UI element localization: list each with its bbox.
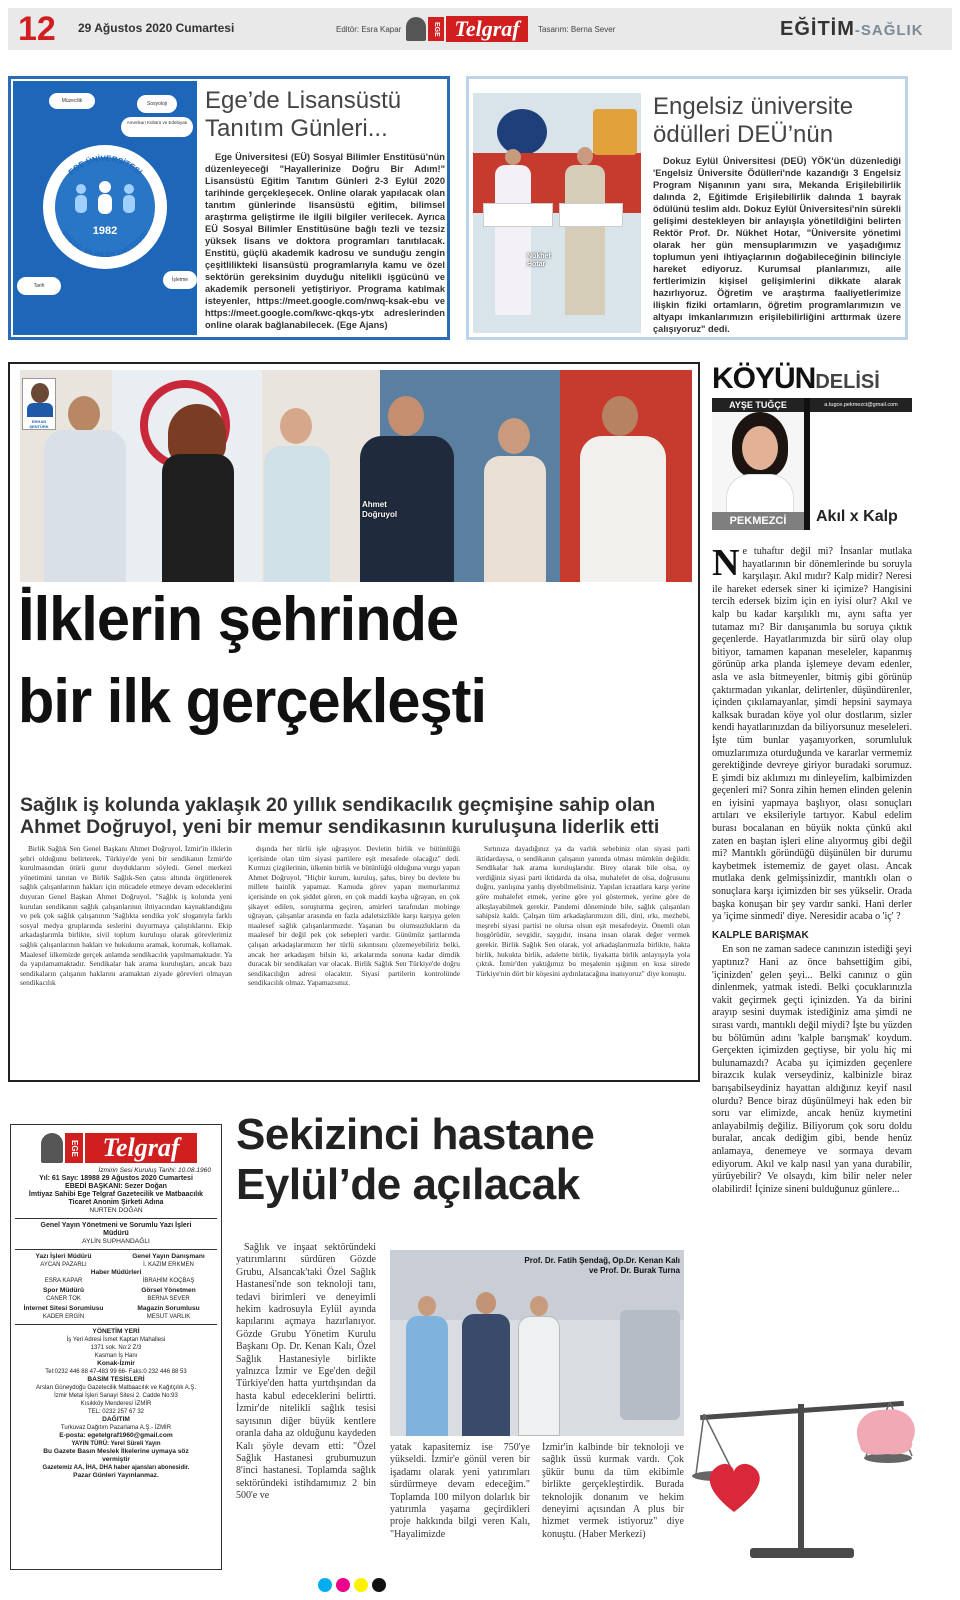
article-title [205, 87, 401, 143]
founder-portrait-icon [406, 17, 426, 41]
magenta-dot [336, 1578, 350, 1592]
author-face [742, 426, 778, 470]
main-column-2: dışında her türlü işle uğraşıyor. Devletin birlik ve bütünlüğü içerisinde olan tüm siyasi partilere eşit mesafede olacağız" dedi. Kırmızı çizgilerinin, ülkenin birlik ve bütünlüğü olduğuna vurgu yapan Ahmet Doğruyol, "Hiçbir kurum, kuruluş, şahıs, birey bu devlete bu millete hainlik yapamaz. Kamuda görev yapan memurlarımız içerisinde en çok şiddet gören, en çok maddi kayba uğrayan, en çok şikayet edilen, soruşturma geçiren, amirleri tarafından mobinge uğrayan, çalışanlar arasında en fazla adaletsizlikle karşı karşıya gelen maalesef sağlık çalışanlarımızdır. Yaşanan bu olumsuzlukların da maalesef bir değil pek çok sebepleri vardır. Günümüz şartlarında çalışan arkadaşlarımızın her türlü sıkıntısını çözemeyebiliriz belki, ancak her arkadaşım bilsin ki, arkalarında sonuna kadar dimdik duracak bir sendikaları var olacak. Birlik Sağlık Sen Türkiye'de doğru sendikacılığın adresi olacaktır. Siyasi partilerin kontrolünde sendikacılık olmaz. Yapamazsınız. [248, 844, 460, 988]
staff-name: AYCAN PAZARLI [40, 1262, 87, 1268]
person-body [162, 454, 234, 582]
person-body [44, 430, 126, 582]
print-line: Kısıkköy Menderes/ İZMİR [80, 1401, 152, 1407]
subhead-line-2: Ahmet Doğruyol, yeni bir memur sendikasının kuruluşuna liderlik etti [20, 816, 660, 838]
brain-icon [857, 1409, 915, 1454]
column-subtitle: KALPLE BARIŞMAK [712, 929, 809, 941]
person-body [565, 165, 605, 315]
section-sub: -SAĞLIK [854, 22, 924, 39]
article-lisansustu [8, 76, 450, 340]
subhead-line-1: Sağlık iş kolunda yaklaşık 20 yıllık sendikacılık geçmişine sahip olan [20, 794, 656, 816]
award-plaque [483, 203, 553, 227]
staff-title: İnternet Sitesi Sorumlusu [23, 1305, 104, 1312]
cloud-label: Müzecilik [49, 93, 95, 109]
sunday-note: Pazar Günleri Yayınlanmaz. [73, 1472, 159, 1479]
office-line: Kasman İş Hanı [94, 1353, 138, 1359]
office-line: 1371 sok. No:2 Z/3 [90, 1345, 142, 1351]
main-column-1: Birlik Sağlık Sen Genel Başkanı Ahmet Doğruyol, İzmir'in ilklerin şehri olduğunu belirterek, Türkiye'de yeni bir sendikanın İzmir'de kurulmasından ötürü gurur duyduklarını söyledi. Genel merkezi yönetimini tanıtan ve Birlik Sağlık-Sen çatısı altında örgütlenerek sağlık çalışanlarının hakları için mücadele etmeye devam edeceklerini duyuran Genel Başkan Ahmet Doğruyol, "Sağlık iş kolunda yeni kurulan sendikanın sağlık çalışanlarının ihtiyacından kaynaklandığını ve pek çok sağlık çalışanının 'Sağlıkta sendika yok' sloganıyla farklı sosyal medya gruplarında seslerini duyurmaya çalıştıklarını. Ekip arkadaşlarımla birlikte, sivil toplum kuruluşu olarak görevlerimiz sağlık çalışanlarının hakları ve hukukunu aramak, korumak, kollamak. Maalesef ülkemizde gerçek anlamda sendikacılık yapılmamaktadır. Ya da yapılamamaktadır. Sendikalar hak arama kuruluşları, ancak bazı sendikaların çalışanın haklarını aramaktan ziyade görevleri olmayan sendikacılık [20, 844, 232, 988]
owner-name: NURTEN DOĞAN [89, 1207, 143, 1214]
award-photo [473, 93, 641, 333]
owner-title: İmtiyaz Sahibi Ege Telgraf Gazetecilik ve Matbaacılık Ticaret Anonim Şirketi Adına [28, 1191, 204, 1206]
person-head [388, 396, 424, 436]
hospital-photo [390, 1250, 684, 1436]
cloud-label: İşletme [163, 271, 197, 289]
photo-caption [500, 1256, 680, 1276]
dropcap: N [712, 542, 740, 584]
staff-name: KADER ERGİN [42, 1314, 85, 1320]
column-divider [804, 398, 810, 530]
svg-text:EGE ÜNİVERSİTESİ [67, 154, 144, 177]
person-head [602, 396, 638, 436]
staff-row [11, 1277, 221, 1285]
column-masthead [712, 362, 912, 395]
agencies-note: Gazetemiz AA, İHA, DHA haber ajansları abonesidir. [42, 1465, 190, 1471]
staff-row [11, 1253, 221, 1269]
author-bar [712, 398, 912, 412]
main-column-3: Sırtınıza dayadığınız ya da varlık sebebiniz olan siyasi parti iktidardaysa, o sendikanın çalışanın yanında olması mümkün değildir. Sendikalar hak arama kuruluşlarıdır. Birey olarak bile olsa, oy verdiğiniz siyasi parti iktidarda da olsa, muhalefet de olsa, doğrusunu doğru, yanlışına yanlış diyebilmelisiniz. Yapılan icraatlara karşı yerine göre muhalefet etmek, yerine göre yol göstermek, yerine göre de alkışlayabilmek gerekir. Pandemi döneminde bile, sağlık çalışanları sahipsiz kaldı. Çalışan tüm arkadaşlarımızın dili, dini, ırkı, mezhebi, meşrebi siyasi partisi ne olursa olsun eşit mesafedeyiz. Önemli olan hoşgörüdür, sevgidir, saygıdır, insana insan olarak değer vermek gerekir. Birlik Sağlık Sen olarak, yol arkadaşlarımızla birlikte, hakta birlik, hukukta birlik, adalette birlik, liyakatta birlik anlayışıyla yola çıktık. İzmir'den yaktığımız bu meşalenin ışığının en kısa sürede Türkiye'nin dört bir köşesini aydınlatacağına inanıyoruz" diye konuştu. [476, 844, 690, 978]
hospital-column-3: İzmir'in kalbinde bir teknoloji ve sağlık üssü kurmak vardı. Çok şükür bunu da tüm ekibimle birlikte gerçekleştirdik. Burada teknolojik donanım ve hekim deneyimi açısından A plus bir hizmet vermek istiyoruz" diye konuştu. (Haber Merkezi) [542, 1442, 684, 1540]
cyan-dot [318, 1578, 332, 1592]
article-engelsiz [466, 76, 908, 340]
main-article [8, 362, 700, 1082]
print-line: İzmir Metal İşleri Sanayi Sitesi 2. Cadde No:93 [54, 1393, 178, 1399]
issue-info: Yıl: 61 Sayı: 18988 29 Ağustos 2020 Cumartesi [39, 1175, 193, 1182]
ege-telgraf-logo [406, 16, 528, 42]
column-title-a: KÖYÜN [712, 362, 816, 395]
logo-telgraf-text: Telgraf [85, 1133, 197, 1163]
person-body [580, 436, 666, 582]
author-photo [712, 398, 804, 530]
hospital-headline [236, 1110, 594, 1210]
office-line: İş Yeri Adresi İsmet Kaptan Mahallesi [66, 1337, 166, 1343]
photo-caption-line-2: ve Prof. Dr. Burak Turna [589, 1266, 680, 1275]
cloud-label: Tarih [17, 277, 61, 295]
founder-portrait-icon [41, 1133, 63, 1163]
person-head [498, 418, 530, 454]
reporter-thumbnail [22, 378, 56, 430]
staff-title: Yazı İşleri Müdürü [35, 1253, 92, 1260]
staff-title: Haber Müdürleri [90, 1269, 142, 1276]
page-date: 29 Ağustos 2020 Cumartesi [78, 21, 235, 35]
section-main: EĞİTİM [780, 18, 855, 40]
office-title: YÖNETİM YERİ [92, 1328, 140, 1335]
staff-name: ESRA KAPAR [44, 1278, 83, 1284]
title-line-2: Tanıtım Günleri... [205, 115, 388, 142]
publication-type: YAYIN TÜRÜ: Yerel Süreli Yayın [71, 1441, 161, 1447]
seal-bottom-text: SOSYAL BİLİMLER ENSTİTÜSÜ [59, 229, 151, 260]
staff-name: İ. KAZIM ERKMEN [143, 1262, 194, 1268]
black-dot [372, 1578, 386, 1592]
headline-line-2: bir ilk gerçekleşti [18, 667, 487, 736]
imprint-email[interactable]: E-posta: egetelgraf1960@gmail.com [59, 1432, 173, 1439]
person-head [280, 408, 312, 444]
hospital-column-1: Sağlık ve inşaat sektöründeki yatırımlarını sürdüren Gözde Grubu, Alsancak'taki Özel Sağlık Hastanesi'nde son teknoloji tanı, tedavi birimleri ve deneyimli hekim kadrosuyla Eylül ayında kapılarını açmaya hazırlanıyor. Gözde Grubu Yönetim Kurulu Başkanı Op. Dr. Kenan Kalı, Özel Sağlık Hastanesiyle birlikte yalnızca İzmir ve Ege'den değil Türkiye'den hatta yurtdışından da hasta kabul edeceklerini belirtti. İzmir'de nitelikli sağlık tesisi sayısının diğer büyük kentlere oranla daha az olduğunu kaydeden Kalı şöyle devam etti: "Özel Sağlık Hastanesi grubumuzun 8'inci hastanesi. Toplamda sağlık sektöründeki istihdamımız 2 bin 500'e ve [236, 1242, 376, 1502]
print-title: BASIM TESİSLERİ [87, 1376, 145, 1383]
article-body: Dokuz Eylül Üniversitesi (DEÜ) YÖK'ün düzenlediği 'Engelsiz Üniversite Ödülleri'nde kazandığı 3 Engelsiz Program Nişanının yanı sıra, Mekanda Erişilebilirlik dalında 2, Eğitimde Erişilebilirlik dalında 1 bayrak ödülünü teslim aldı. Dokuz Eylül Üniversitesi'nin sürekli gelişimi destekleyen bir anlayışla yönetildiğini belirten Rektör Prof. Dr. Nükhet Hotar, "Üniversite yönetimi olarak her gün mensuplarımızın ve yaşadığımız toplumun yeni ihtiyaçlarının doğabileceğinin bilinciyle hareket ediyoruz. Kurumsal planlarımızı, aile fertlerimizin kişisel gelişimlerini dikkate alarak hazırlıyoruz. Öğretim ve araştırma faaliyetlerimize ilişkin fiziki ortamların, öğretim programlarımızın ve altyapı imkanlarımızın erişilebilirliğini arttırmak üzere çalışıyoruz" dedi. [653, 156, 901, 334]
banner-icon [593, 109, 637, 155]
award-plaque [559, 203, 623, 227]
person-body [406, 1316, 448, 1436]
person-body [264, 446, 330, 582]
page-header [8, 8, 952, 50]
person-head [418, 1296, 436, 1316]
staff-title: Görsel Yönetmen [141, 1287, 196, 1294]
distribution-line: Turkuvaz Dağıtım Pazarlama A.Ş.- İZMİR [60, 1425, 172, 1431]
logo-ege-text: EGE [428, 17, 444, 41]
office-line: Tel:0232 446 88 47-483 99 66- Faks:0 232 446 88 53 [45, 1369, 187, 1375]
imprint-logo [11, 1131, 221, 1167]
cloud-label: Sosyoloji [137, 95, 177, 113]
staff-name: CANER TOK [46, 1296, 81, 1302]
eternal-chairman: EBEDİ BAŞKANI: Sezer Doğan [65, 1183, 167, 1190]
headline-line-1: Sekizinci hastane [236, 1110, 595, 1159]
staff-name: BERNA SEVER [147, 1296, 190, 1302]
balance-scale-illustration [690, 1384, 916, 1570]
editor-credit: Editör: Esra Kapar [336, 25, 402, 34]
author-email[interactable]: a.tugce.pekmezci@gmail.com [810, 398, 912, 412]
designer-credit: Tasarım: Berna Sever [538, 25, 616, 34]
heart-icon [710, 1464, 760, 1512]
photo-caption-line-1: Prof. Dr. Fatih Şendağ, Op.Dr. Kenan Kalı [524, 1256, 680, 1265]
seal-top-text: EGE ÜNİVERSİTESİ [66, 153, 144, 177]
ethics-note: Bu Gazete Basın Meslek İlkelerine uymaya söz vermiştir [43, 1448, 189, 1463]
person-head [476, 1292, 496, 1314]
print-line: Arslan Güneydoğu Gazetecilik Matbaacılık ve Kağıtçılık A.Ş. [35, 1385, 197, 1391]
main-headline [18, 585, 487, 736]
gym-name: AYLİN SUPHANDAĞLI [82, 1238, 150, 1245]
ege-sbe-logo-image [13, 81, 197, 335]
headline-line-1: İlklerin şehrinde [18, 585, 459, 654]
person-body [518, 1316, 560, 1436]
logo-telgraf-text: Telgraf [446, 16, 528, 42]
staff-title: Magazin Sorumlusu [137, 1305, 200, 1312]
column-body [712, 542, 912, 1196]
person-body [462, 1314, 510, 1436]
column-title-b: DELİSİ [815, 371, 880, 393]
person-body [495, 165, 531, 315]
column-headline: Akıl x Kalp [816, 508, 898, 525]
staff-name: İBRAHİM KOÇBAŞ [142, 1278, 195, 1284]
reporter-name: ERHAN ŞENTÜRK [29, 419, 49, 429]
cloud-label: Amerikan Kültürü ve Edebiyatı [121, 117, 193, 137]
person-head [530, 1296, 548, 1316]
main-subheadline [20, 794, 694, 838]
reporter-face [31, 383, 49, 403]
registration-marks [318, 1578, 390, 1597]
yellow-dot [354, 1578, 368, 1592]
group-photo [20, 370, 692, 582]
seal-year: 1982 [92, 225, 118, 237]
author-firstname: AYŞE TUĞÇE [712, 398, 804, 412]
person-head [505, 149, 521, 165]
reporter-body [27, 403, 53, 417]
staff-row [11, 1305, 221, 1321]
gym-title: Genel Yayın Yönetmeni ve Sorumlu Yazı İşleri Müdürü [40, 1222, 192, 1237]
staff-title: Genel Yayın Danışmanı [132, 1253, 205, 1260]
photo-caption: Nükhet Hotar [527, 253, 551, 268]
page-number: 12 [18, 10, 56, 48]
person-body [484, 456, 546, 582]
people-group-icon [71, 179, 139, 219]
staff-name: MESUT VARLIK [146, 1314, 191, 1320]
column-body-part-1: e tuhaftır değil mi? İnsanlar mutlaka hayatlarının bir dönemlerinde bu soruyla karşılaşır. Akıl mıdır? Kalp midir? Neresi ile hareket edersek siner ki içimize? Hangisini tercih edersek bizim için en iyisi olur? Akıl ve kalp bu kadar karşılıklı mı, aynı safta yer tutamaz mı? Bir danışanımla bu soruya çıktık geçenlerde. Hayatlarımızda bir sürü olay olup bitiyor, tamamen kapanan meseleler, kapanmış görünüp arka planda işlemeye devam edenler, asla ve asla bitmeyenler, bitmiş gibi görünüp çaktırmadan yıkanlar, delirtenler, düşündürenler, içinden çıkılamayanlar, şimdi hepsini saymaya kalksak buradan köye yol olur dostlarım, sizler kendi hayatlarınızdan da biliyorsunuz meseleleri. İşte tüm bunlar yaşanıyorken, sorumluluk omuzlarımıza oturduğunda ve kararlar vermemiz gerektiğinde devreye giriyor buradaki sorumuz. E şimdi biz aklımızı mı dinleyelim, kalbimizden geçenleri mi? Sonra zihin hemen elinden gelenin en iyisini yapmaya başlıyor, olası sonuçları artıları ve eksileriyle tartıyor. Kabul edelim burası bocalanan en büyük nokta çünkü akıl zaten en baştan işleri eline alıyormuş gibi değil mi? Mantıklı göründüğü düşünülen bir durumu kaybetmek istememiz de gayet olası. Ancak mutlaka denk gelmişsinizdir, mantıklı olan o sonuçlara karşı içimizden bir ses yükselir. Orada başka konuşan bir şey vardır sanki. Hani derler ya 'içime sinmedi' diye. Neresidir acaba o 'iç' ? [712, 546, 912, 923]
person-head [68, 396, 100, 432]
title-line-1: Engelsiz üniversite [653, 93, 854, 120]
title-line-2: ödülleri DEÜ’nün [653, 121, 834, 148]
article-title [653, 93, 853, 149]
photo-caption: Ahmet Doğruyol [362, 500, 398, 519]
masthead-imprint [10, 1124, 222, 1570]
author-lastname: PEKMEZCİ [712, 512, 804, 530]
founded: İzmirin Sesi Kuruluş Tarihi: 10.08.1960 [98, 1167, 211, 1174]
person-head [577, 147, 593, 165]
staff-title: Spor Müdürü [42, 1287, 85, 1294]
office-line: Konak-İzmir [97, 1360, 135, 1367]
title-line-1: Ege’de Lisansüstü [205, 87, 402, 114]
article-body: Ege Üniversitesi (EÜ) Sosyal Bilimler Enstitüsü'nün düzenleyeceği "Hayallerinize Doğru Bir Adım!" Lisansüstü Eğitim Tanıtım Günleri 2-3 Eylül 2020 tarihinde gerçekleşecek. Online olarak yapılacak olan tanıtım günlerinde lisansüstü eğitim, bilimsel araştırma geliştirme ile ilgili bilgiler verilecek. Ayrıca EÜ Sosyal Bilimler Enstitüsüne bağlı tezli ve tezsiz yüksek lisans ve doktora programları tanıtılacak. Enstitü, güçlü akademik kadrosu ve sunduğu zengin çeşitlilikteki lisansüstü programlarıyla kamu ve özel sektörün gereksinim duyduğu nitelikli işgücünü ve akademik personeli yetiştiriyor. Programa katılmak isteyenler, https://meet.google.com/nwq-ksak-ebu ve https://meet.google.com/kwc-qkqs-ytx adreslerinden online olarak bağlanabilecek. (Ege Ajans) [205, 152, 445, 330]
distribution-title: DAĞITIM [102, 1416, 130, 1423]
headline-line-2: Eylül’de açılacak [236, 1160, 580, 1209]
hospital-column-2: yatak kapasitemiz ise 750'ye yükseldi. İzmir'e gönül veren bir işadamı olarak yeni yatırımları sürdürmeye devam edeceğim." Toplamda 100 milyon dolarlık bir yatırımla yaşama geçirdikleri proje hakkında bilgi veren Kalı, "Hayalimizde [390, 1442, 530, 1540]
staff-row [11, 1287, 221, 1303]
column-body-part-2: En son ne zaman sadece canınızın istediği şeyi yaptınız? Hani az önce bahsettiğim gibi, 'içinizden' gelen şeyi... Belki canınız o gün dinlenmek, yatmak istedi. Belki çocuklarınızla vakit geçirmek geçti içinizden. Ya da birini arayıp sesini duymak istediğiniz ama şimdi ne sırası vardı, mantıklı değil miydi? İşte bu yüzden bu bölümün adını 'kalple barışmak' koydum. Gerçekten içimizden geçtiyse, bir yolu hiç mi bulunamazdı? Acaba şu içimizden geçenlere birazcık kulak verseydiniz, kalbinizle biraz barışabilseydiniz hayattan aldığınız keyif nasıl olurdu? Bence biraz düşünülmeyi hak eden bir soru var elimizde, ancak henüz kıymetini anlayabilmiş değiliz. Biliyorum çok soru doldu buralar, ancak dediğim gibi, bende henüz anlamaya, denemeye ve sormaya devam ediyorum. Akıl ve kalp nasıl yan yana durabilir, yürüyebilir? Ve olsaydı, kim bilir neler neler olabilirdi! İçinize sineni bulduğunuz günlere... [712, 944, 912, 1195]
print-line: TEL: 0232 257 67 32 [87, 1409, 145, 1415]
section-title [780, 18, 924, 41]
university-logo-icon [497, 109, 547, 155]
surgical-robot [620, 1310, 680, 1420]
logo-ege-text: EGE [65, 1133, 83, 1163]
